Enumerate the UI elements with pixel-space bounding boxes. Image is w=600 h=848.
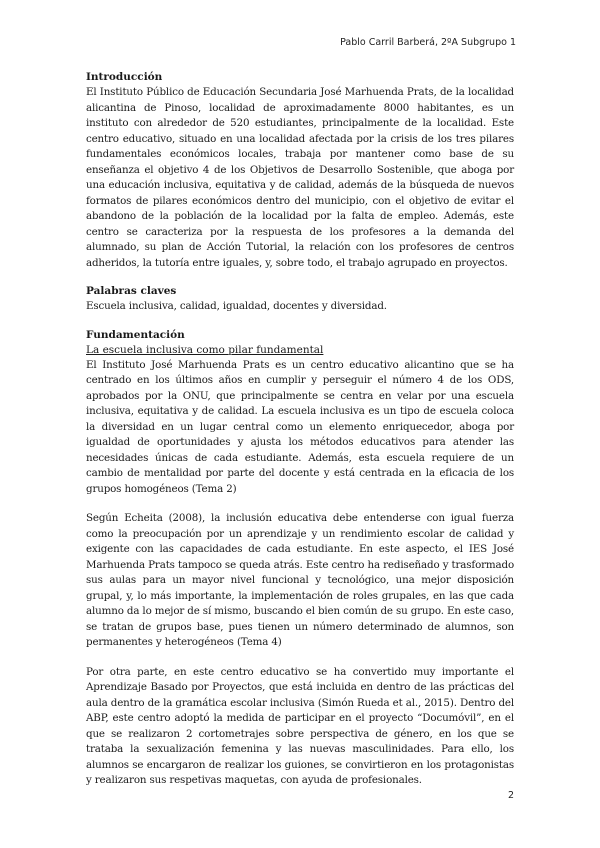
page-number: 2 — [507, 790, 514, 801]
paragraph-fundamentacion-2: Según Echeita (2008), la inclusión educativa debe entenderse con igual fuerza como la preocupación por un aprendizaje y un rendimiento escolar de calidad y exigente con las capacidades de cada estudiante. En este aspecto, el IES José Marhuenda Prats tampoco se queda atrás. Este centro ha rediseñado y trasformado sus aulas para un mayor nivel funcional y tecnológico, una mejor disposición grupal, y, lo más importante, la implementación de roles grupales, en las que cada alumno da lo mejor de sí mismo, buscando el bien común de su grupo. En este caso, se tratan de grupos base, pues tienen un número determinado de alumnos, son permanentes y heterogéneos (Tema 4) — [86, 512, 514, 648]
section-title-introduccion: Introducción — [86, 71, 163, 83]
paragraph-fundamentacion-1: El Instituto José Marhuenda Prats es un centro educativo alicantino que se ha centrado en los últimos años en cumplir y perseguir el número 4 de los ODS, aprobados por la ONU, que principalmente se centra en velar por una escuela inclusiva, equitativa y de calidad. La escuela inclusiva es un tipo de escuela coloca la diversidad en un lugar central como un elemento enriquecedor, aboga por igualdad de oportunidades y ajusta los métodos educativos para atender las necesidades únicas de cada estudiante. Además, esta escuela requiere de un cambio de mentalidad por parte del docente y está centrada en la eficacia de los grupos homogéneos (Tema 2) — [86, 358, 514, 495]
subsection-title-escuela-inclusiva: La escuela inclusiva como pilar fundamental — [86, 343, 324, 356]
page-header: Pablo Carril Barberá, 2ºA Subgrupo 1 — [340, 37, 516, 48]
section-title-fundamentacion: Fundamentación — [86, 328, 185, 341]
document-body — [86, 70, 514, 789]
paragraph-fundamentacion-3: Por otra parte, en este centro educativo se ha convertido muy importante el Aprendizaje Basado por Proyectos, que está incluida en dentro de las prácticas del aula dentro de la gramática escolar inclusiva (Simón Rueda et al., 2015). Dentro del ABP, este centro adoptó la medida de participar en el proyecto “Documóvil”, en el que se realizaron 2 cortometrajes sobre perspectiva de género, en los que se trataba la sexualización femenina y las nuevas masculinidades. Para ello, los alumnos se encargaron de realizar los guiones, se convirtieron en los protagonistas y realizaron sus respetivas maquetas, con ayuda de profesionales. — [86, 665, 514, 786]
paragraph-introduccion: El Instituto Público de Educación Secundaria José Marhuenda Prats, de la localidad alicantina de Pinoso, localidad de aproximadamente 8000 habitantes, es un instituto con alrededor de 520 estudiantes, principalmente de la localidad. Este centro educativo, situado en una localidad afectada por la crisis de los tres pilares fundamentales económicos locales, trabaja por mantener como base de su enseñanza el objetivo 4 de los Objetivos de Desarrollo Sostenible, que aboga por una educación inclusiva, equitativa y de calidad, además de la búsqueda de nuevos formatos de pilares económicos dentro del municipio, con el objetivo de evitar el abandono de la población de la localidad por la falta de empleo. Además, este centro se caracteriza por la respuesta de los profesores a la demanda del alumnado, su plan de Acción Tutorial, la relación con los profesores de centros adheridos, la tutoría entre iguales, y, sobre todo, el trabajo agrupado en proyectos. — [86, 86, 514, 269]
section-title-palabras-claves: Palabras claves — [86, 285, 177, 297]
paragraph-palabras-claves: Escuela inclusiva, calidad, igualdad, docentes y diversidad. — [86, 300, 387, 312]
